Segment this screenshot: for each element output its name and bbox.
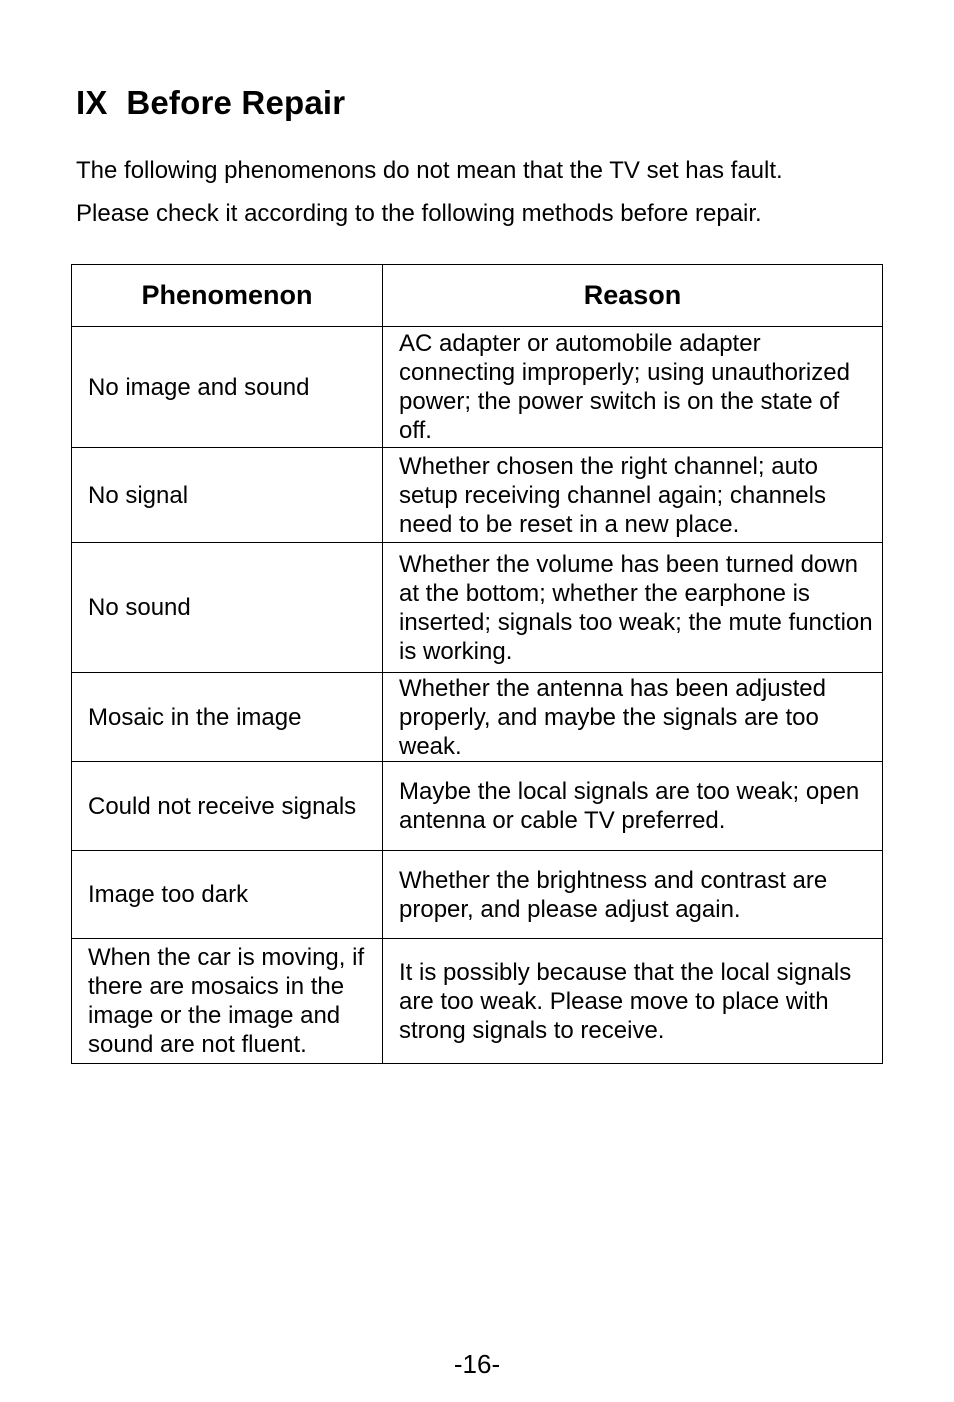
table-row (72, 448, 883, 543)
table-header-row (72, 265, 883, 327)
troubleshooting-table (71, 264, 883, 1064)
reason-cell: Whether the brightness and contrast are proper, and please adjust again. (383, 851, 883, 939)
phenomenon-cell: No signal (72, 448, 383, 543)
section-title: IX Before Repair (76, 84, 346, 121)
phenomenon-cell: Image too dark (72, 851, 383, 939)
table-row (72, 543, 883, 673)
reason-cell: Maybe the local signals are too weak; open antenna or cable TV preferred. (383, 762, 883, 851)
phenomenon-cell: When the car is moving, if there are mosaics in the image or the image and sound are not fluent. (72, 939, 383, 1064)
reason-cell: AC adapter or automobile adapter connecting improperly; using unauthorized power; the power switch is on the state of off. (383, 327, 883, 448)
intro-line-2: Please check it according to the following methods before repair. (76, 199, 762, 227)
reason-cell: Whether the volume has been turned down at the bottom; whether the earphone is inserted; signals too weak; the mute function is working. (383, 543, 883, 673)
table-row (72, 673, 883, 762)
table-row (72, 939, 883, 1064)
reason-cell: Whether the antenna has been adjusted properly, and maybe the signals are too weak. (383, 673, 883, 762)
intro-line-1: The following phenomenons do not mean that the TV set has fault. (76, 157, 783, 184)
column-header-phenomenon: Phenomenon (72, 265, 383, 327)
table-row (72, 762, 883, 851)
page-number: -16- (453, 1349, 501, 1379)
phenomenon-cell: No image and sound (72, 327, 383, 448)
phenomenon-cell: No sound (72, 543, 383, 673)
intro-paragraph (76, 150, 896, 235)
reason-cell: Whether chosen the right channel; auto setup receiving channel again; channels need to be reset in a new place. (383, 448, 883, 543)
column-header-reason: Reason (383, 265, 883, 327)
reason-cell: It is possibly because that the local signals are too weak. Please move to place with strong signals to receive. (383, 939, 883, 1064)
phenomenon-cell: Could not receive signals (72, 762, 383, 851)
table-row (72, 327, 883, 448)
phenomenon-cell: Mosaic in the image (72, 673, 383, 762)
table-row (72, 851, 883, 939)
